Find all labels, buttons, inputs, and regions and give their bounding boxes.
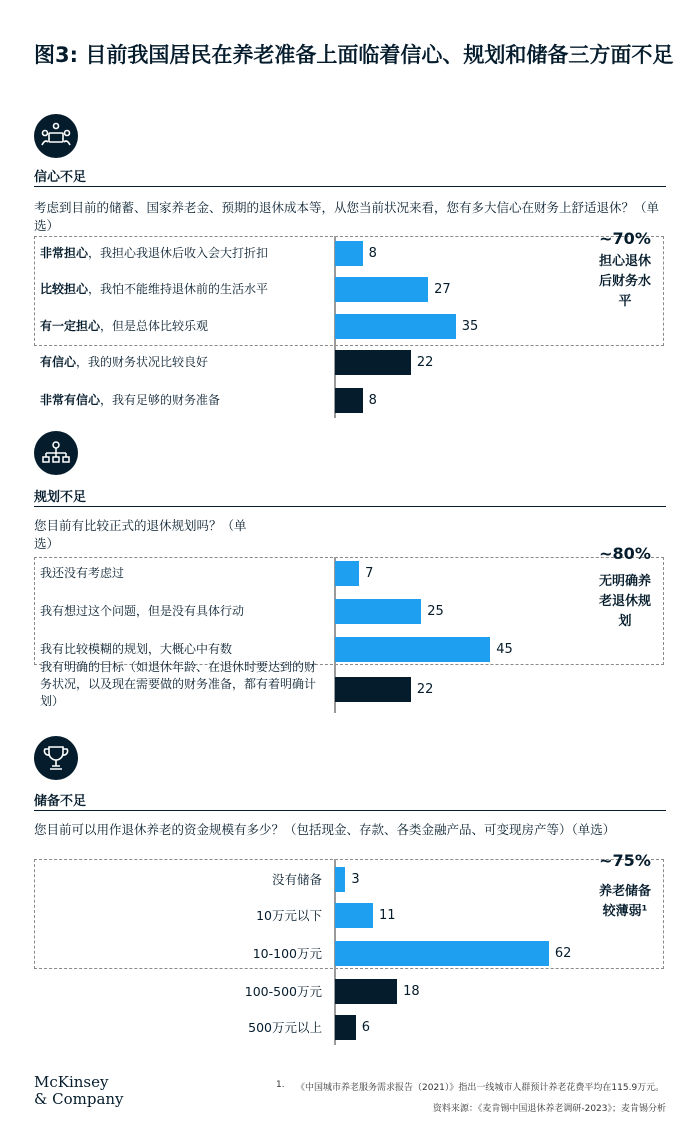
bar <box>335 314 456 339</box>
bar-value-label: 7 <box>365 566 374 581</box>
bar-value-label: 45 <box>496 642 513 657</box>
category-label: 我有比较模糊的规划，大概心中有数 <box>40 642 233 656</box>
section-label-confidence: 信心不足 <box>34 170 87 185</box>
category-label: 10-100万元 <box>252 946 322 961</box>
section-label-savings: 储备不足 <box>34 794 87 809</box>
footnote-number: 1. <box>276 1080 285 1090</box>
category-label: 我有想过这个问题，但是没有具体行动 <box>40 604 245 618</box>
highlight-pct-planning: ~80% <box>599 544 651 563</box>
bar <box>335 599 421 624</box>
question-planning: 您目前有比较正式的退休规划吗？（单选） <box>34 518 247 551</box>
bar-value-label: 35 <box>461 319 479 334</box>
highlight-pct-confidence: ~70% <box>599 229 651 248</box>
category-label: 我有明确的目标（如退休年龄、在退休时要达到的财务状况，以及现在需要做的财务准备，都有着明确计划） <box>40 660 317 708</box>
highlight-note-planning: 无明确养老退休规划 <box>598 574 651 629</box>
bar <box>335 867 345 892</box>
category-label: 没有储备 <box>271 872 322 887</box>
mckinsey-logo: McKinsey & Company <box>34 1073 124 1108</box>
source-text: 资料来源：《麦肯锡中国退休养老调研-2023》；麦肯锡分析 <box>432 1104 666 1114</box>
bar <box>335 350 411 375</box>
bar <box>335 979 397 1004</box>
category-label: 比较担心，我怕不能维持退休前的生活水平 <box>40 282 269 296</box>
section-rule <box>34 186 666 187</box>
category-label: 我还没有考虑过 <box>40 566 125 580</box>
bar-value-label: 18 <box>403 984 420 999</box>
bar <box>335 941 549 966</box>
bar-value-label: 62 <box>554 946 572 961</box>
page-title: 图3: 目前我国居民在养老准备上面临着信心、规划和储备三方面不足 <box>34 43 674 67</box>
bar-value-label: 11 <box>378 908 396 923</box>
bar-value-label: 22 <box>416 355 434 370</box>
bar <box>335 561 359 586</box>
category-label: 500万元以上 <box>248 1020 322 1035</box>
footnote-text: 《中国城市养老服务需求报告（2021）》指出一线城市人群预计养老花费平均在115.9万元。 <box>296 1083 665 1093</box>
category-label: 有一定担心，但是总体比较乐观 <box>40 319 209 333</box>
org-chart-icon <box>34 431 78 475</box>
people-meeting-icon <box>34 114 78 158</box>
bar <box>335 277 428 302</box>
bar <box>335 1015 356 1040</box>
section-rule <box>34 810 666 811</box>
highlight-note-confidence: 担心退休后财务水平 <box>598 254 651 309</box>
bar-value-label: 6 <box>361 1020 370 1035</box>
bar-value-label: 25 <box>427 604 444 619</box>
category-label: 非常担心，我担心我退休后收入会大打折扣 <box>40 246 269 260</box>
question-confidence: 考虑到目前的储蓄、国家养老金、预期的退休成本等，从您当前状况来看，您有多大信心在财务上舒适退休？（单选） <box>34 200 660 233</box>
highlight-pct-savings: ~75% <box>599 851 651 870</box>
question-savings: 您目前可以用作退休养老的资金规模有多少？（包括现金、存款、各类金融产品、可变现房产等）（单选） <box>34 822 616 837</box>
bar <box>335 677 411 702</box>
bar-value-label: 8 <box>368 393 377 408</box>
category-label: 100-500万元 <box>244 984 322 999</box>
section-label-planning: 规划不足 <box>34 490 87 505</box>
category-label: 10万元以下 <box>256 908 322 923</box>
category-label: 有信心，我的财务状况比较良好 <box>40 355 209 369</box>
bar <box>335 241 363 266</box>
trophy-icon <box>34 736 78 780</box>
bar-value-label: 3 <box>351 872 360 887</box>
bar-value-label: 27 <box>434 282 451 297</box>
bar <box>335 637 490 662</box>
category-label: 非常有信心，我有足够的财务准备 <box>40 393 221 407</box>
bar-value-label: 22 <box>416 682 434 697</box>
bar <box>335 903 373 928</box>
highlight-note-savings: 养老储备较薄弱¹ <box>598 884 651 919</box>
bar-value-label: 8 <box>368 246 377 261</box>
section-rule <box>34 506 666 507</box>
bar <box>335 388 363 413</box>
